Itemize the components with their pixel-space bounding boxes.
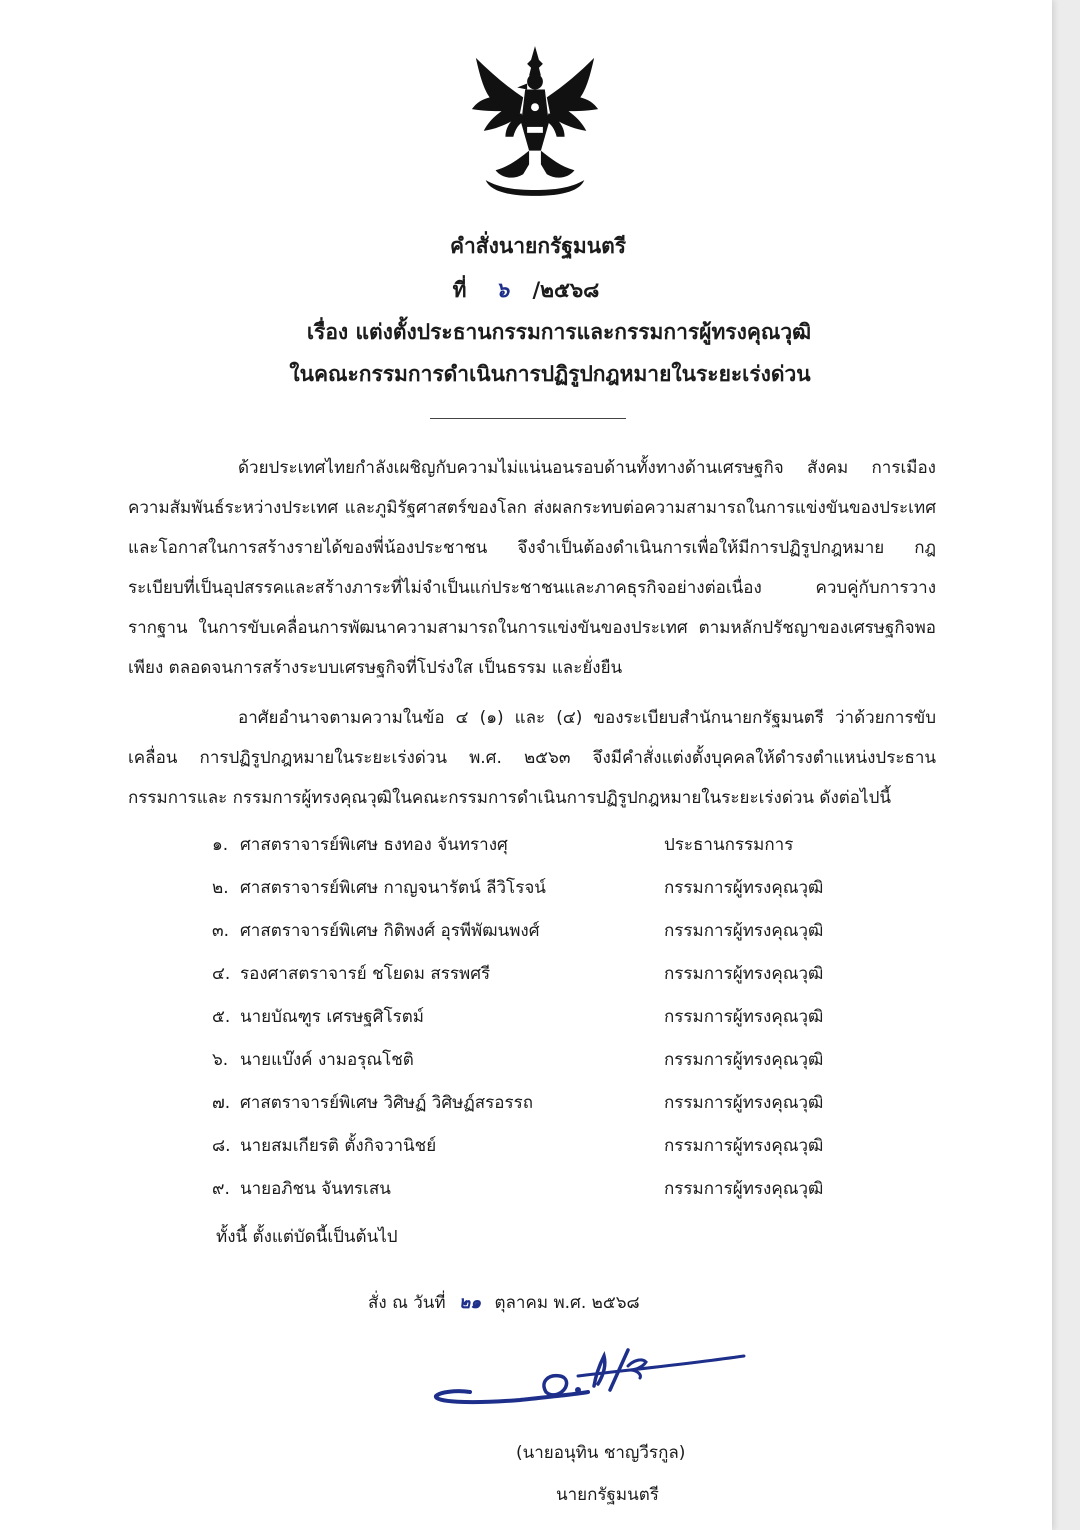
document-number (0, 276, 1052, 304)
signer-title: นายกรัฐมนตรี (556, 1485, 659, 1505)
member-name: รองศาสตราจารย์ ชโยดม สรรพศรี (240, 964, 491, 984)
member-role: กรรมการผู้ทรงคุณวุฒิ (664, 1093, 824, 1113)
signer-name: (นายอนุทิน ชาญวีรกูล) (516, 1443, 686, 1463)
order-date-day: ๒๑ (459, 1293, 482, 1313)
member-number: ๙. (212, 1179, 230, 1199)
number-handwritten: ๖ (495, 277, 510, 302)
member-number: ๘. (212, 1136, 231, 1156)
member-number: ๕. (212, 1007, 231, 1027)
garuda-emblem-icon (466, 42, 604, 200)
signature-icon (428, 1340, 748, 1420)
member-name: นายแบ๊งค์ งามอรุณโชติ (240, 1050, 414, 1070)
document-title: คำสั่งนายกรัฐมนตรี (449, 234, 627, 258)
paragraph-authority: อาศัยอำนาจตามความในข้อ ๔ (๑) และ (๔) ของระเบียบสำนักนายกรัฐมนตรี ว่าด้วยการขับเคลื่อน การปฏิรูปกฎหมายในระยะเร่งด่วน พ.ศ. ๒๕๖๓ จึงมีคำสั่งแต่งตั้งบุคคลให้ดำรงตำแหน่งประธานกรรมการและ กรรมการผู้ทรงคุณวุฒิในคณะกรรมการดำเนินการปฏิรูปกฎหมายในระยะเร่งด่วน ดังต่อไปนี้ (128, 708, 936, 808)
member-row (212, 1172, 852, 1215)
member-list (212, 828, 852, 1215)
member-number: ๓. (212, 921, 230, 941)
divider (430, 418, 626, 419)
order-date (368, 1286, 640, 1320)
member-name: ศาสตราจารย์พิเศษ กิติพงศ์ อุรพีพัฒนพงศ์ (240, 921, 540, 941)
member-row (212, 1086, 852, 1129)
member-number: ๒. (212, 878, 229, 898)
member-role: กรรมการผู้ทรงคุณวุฒิ (664, 964, 824, 984)
member-row (212, 914, 852, 957)
member-number: ๗. (212, 1093, 231, 1113)
member-name: ศาสตราจารย์พิเศษ กาญจนารัตน์ ลีวิโรจน์ (240, 878, 546, 898)
member-role: กรรมการผู้ทรงคุณวุฒิ (664, 1136, 824, 1156)
member-role: กรรมการผู้ทรงคุณวุฒิ (664, 1007, 824, 1027)
member-name: ศาสตราจารย์พิเศษ ธงทอง จันทรางศุ (240, 835, 508, 855)
member-row (212, 957, 852, 1000)
member-row (212, 871, 852, 914)
member-row (212, 1000, 852, 1043)
order-date-month-year: ตุลาคม พ.ศ. ๒๕๖๘ (494, 1293, 640, 1313)
member-role: กรรมการผู้ทรงคุณวุฒิ (664, 878, 824, 898)
member-name: นายบัณฑูร เศรษฐศิโรตม์ (240, 1007, 424, 1027)
paragraph-background: ด้วยประเทศไทยกำลังเผชิญกับความไม่แน่นอนรอบด้านทั้งทางด้านเศรษฐกิจ สังคม การเมือง ความสัมพันธ์ระหว่างประเทศ และภูมิรัฐศาสตร์ของโลก ส่งผลกระทบต่อความสามารถในการแข่งขันของประเทศ และโอกาสในการสร้างรายได้ของพี่น้องประชาชน จึงจำเป็นต้องดำเนินการเพื่อให้มีการปฏิรูปกฎหมาย กฎ ระเบียบที่เป็นอุปสรรคและสร้างภาระที่ไม่จำเป็นแก่ประชาชนและภาคธุรกิจอย่างต่อเนื่อง ควบคู่กับการวางรากฐาน ในการขับเคลื่อนการพัฒนาความสามารถในการแข่งขันของประเทศ ตามหลักปรัชญาของเศรษฐกิจพอเพียง ตลอดจนการสร้างระบบเศรษฐกิจที่โปร่งใส เป็นธรรม และยั่งยืน (128, 458, 936, 678)
subject-line-2: ในคณะกรรมการดำเนินการปฏิรูปกฎหมายในระยะเร่งด่วน (289, 362, 811, 386)
member-name: นายสมเกียรติ ตั้งกิจวานิชย์ (240, 1136, 437, 1156)
effective-statement: ทั้งนี้ ตั้งแต่บัดนี้เป็นต้นไป (216, 1227, 398, 1247)
member-number: ๑. (212, 835, 229, 855)
number-year: /๒๕๖๘ (532, 278, 600, 302)
member-number: ๖. (212, 1050, 229, 1070)
subject-line-1: เรื่อง แต่งตั้งประธานกรรมการและกรรมการผู้ทรงคุณวุฒิ (306, 320, 812, 344)
member-row (212, 828, 852, 871)
member-role: ประธานกรรมการ (664, 835, 794, 855)
order-date-prefix: สั่ง ณ วันที่ (368, 1293, 446, 1313)
member-name: นายอภิชน จันทรเสน (240, 1179, 391, 1199)
member-row (212, 1043, 852, 1086)
member-row (212, 1129, 852, 1172)
member-role: กรรมการผู้ทรงคุณวุฒิ (664, 921, 824, 941)
member-name: ศาสตราจารย์พิเศษ วิศิษฏ์ วิศิษฏ์สรอรรถ (240, 1093, 534, 1113)
member-number: ๔. (212, 964, 231, 984)
number-prefix: ที่ (452, 278, 467, 302)
member-role: กรรมการผู้ทรงคุณวุฒิ (664, 1050, 824, 1070)
member-role: กรรมการผู้ทรงคุณวุฒิ (664, 1179, 824, 1199)
